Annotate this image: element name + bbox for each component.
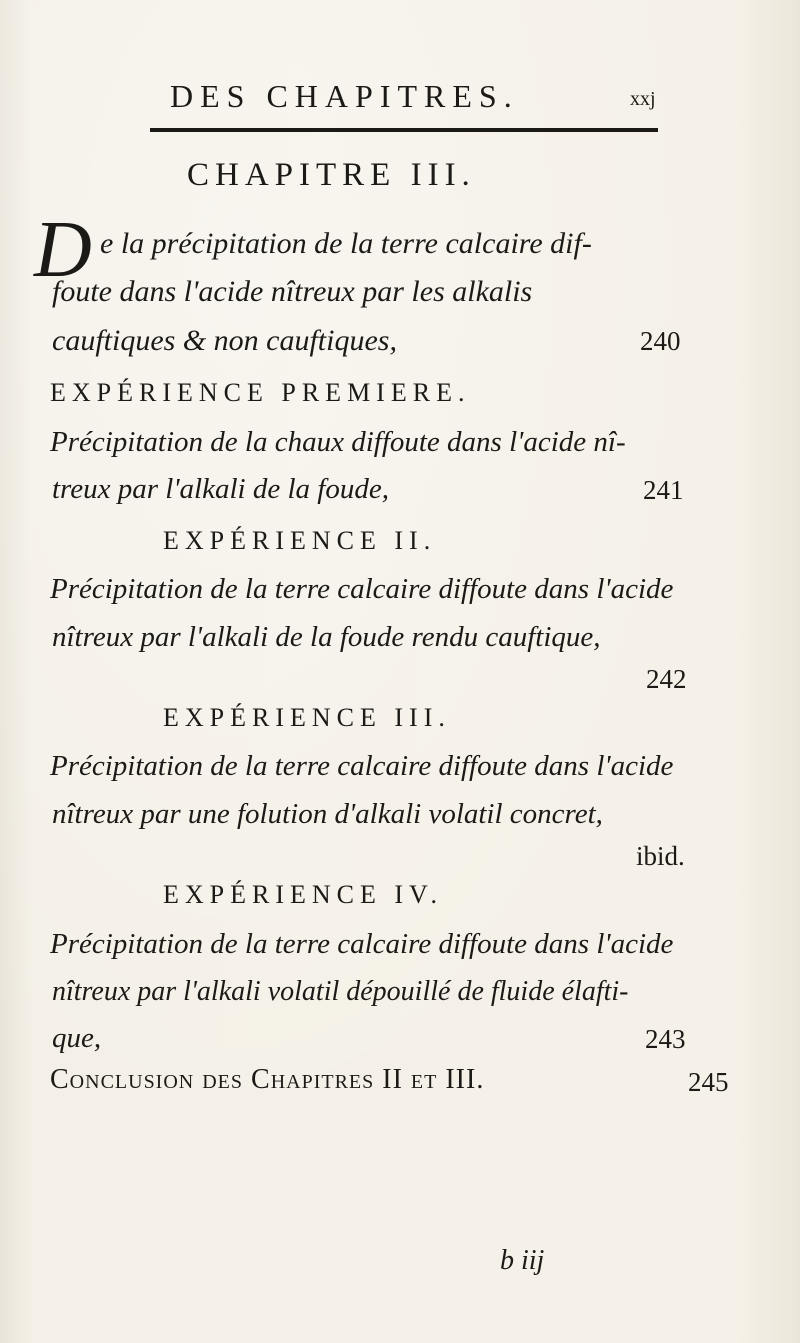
experiment-2-line-1: Précipitation de la terre calcaire diffoute dans l'acide xyxy=(50,573,674,605)
experiment-2-heading: EXPÉRIENCE II. xyxy=(163,526,437,555)
experiment-3-line-1: Précipitation de la terre calcaire diffoute dans l'acide xyxy=(50,750,674,782)
experiment-1-heading: EXPÉRIENCE PREMIERE. xyxy=(50,378,471,407)
experiment-4-line-3: que, xyxy=(52,1022,102,1054)
experiment-4-line-2: nîtreux par l'alkali volatil dépouillé de fluide élafti- xyxy=(52,976,629,1007)
intro-line-1: e la précipitation de la terre calcaire dif- xyxy=(100,227,592,260)
chapter-title: CHAPITRE III. xyxy=(187,157,476,193)
running-head xyxy=(0,78,800,118)
running-title: DES CHAPITRES. xyxy=(170,78,519,114)
experiment-1-line-2: treux par l'alkali de la foude, xyxy=(52,473,389,505)
experiment-1-line-1: Précipitation de la chaux diffoute dans l'acide nî- xyxy=(50,426,626,458)
experiment-3-line-2: nîtreux par une folution d'alkali volatil concret, xyxy=(52,798,603,830)
experiment-2-page: 242 xyxy=(646,664,687,694)
experiment-4-heading: EXPÉRIENCE IV. xyxy=(163,880,443,909)
intro-line-3: cauftiques & non cauftiques, xyxy=(52,324,397,357)
intro-page: 240 xyxy=(640,326,681,356)
conclusion-text: Conclusion des Chapitres II et III. xyxy=(50,1064,485,1095)
drop-cap: D xyxy=(34,206,92,294)
experiment-2-line-2: nîtreux par l'alkali de la foude rendu cauftique, xyxy=(52,621,601,653)
page-number: xxj xyxy=(630,88,656,110)
experiment-4-page: 243 xyxy=(645,1024,686,1054)
experiment-1-page: 241 xyxy=(643,475,684,505)
experiment-3-heading: EXPÉRIENCE III. xyxy=(163,703,451,732)
experiment-4-line-1: Précipitation de la terre calcaire diffoute dans l'acide xyxy=(50,928,674,960)
signature-mark: b iij xyxy=(500,1245,545,1276)
experiment-3-page: ibid. xyxy=(636,841,685,871)
header-rule xyxy=(150,128,658,132)
conclusion-page: 245 xyxy=(688,1067,729,1097)
intro-line-2: foute dans l'acide nîtreux par les alkalis xyxy=(52,275,533,308)
